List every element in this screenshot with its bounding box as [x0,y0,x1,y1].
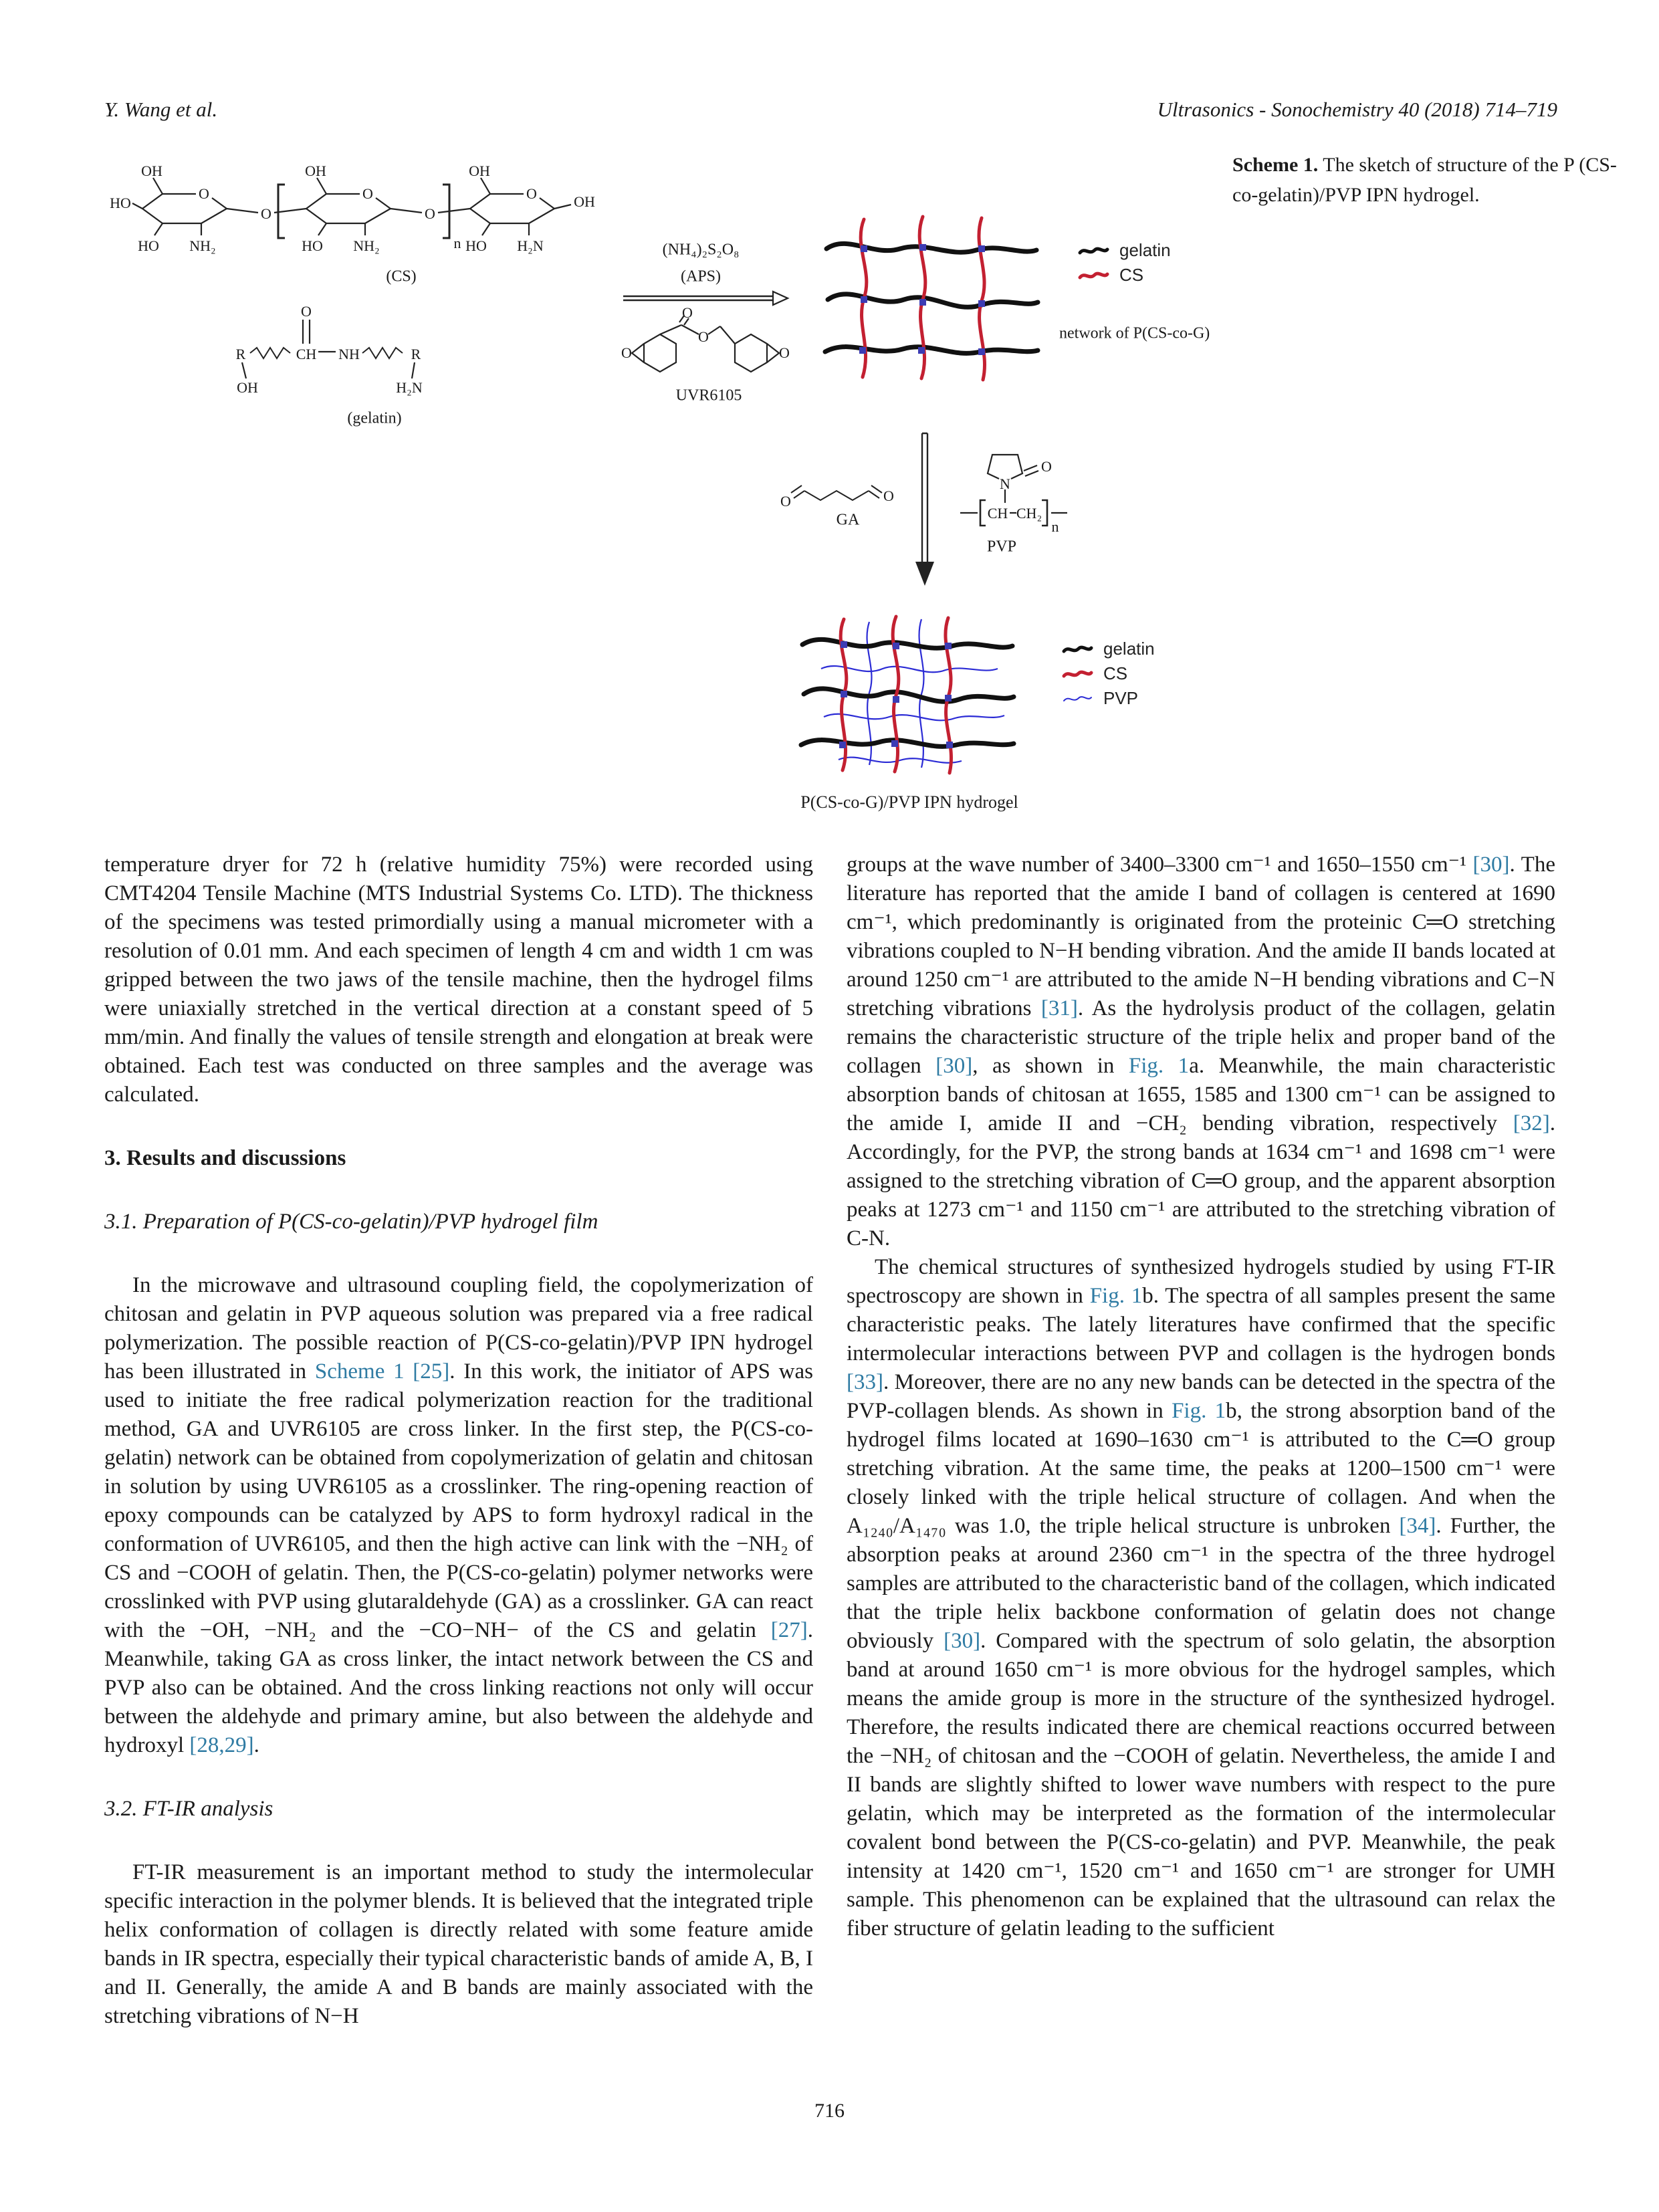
legend-row [1062,686,1155,711]
ga-label: GA [836,511,860,529]
atom-label: OH [574,193,595,210]
pvp-label: PVP [986,538,1017,556]
gelatin-label: (gelatin) [347,409,402,427]
atom-label: HO [302,237,323,254]
atom-label: OH [305,162,326,179]
network1-label: network of P(CS-co-G) [1059,324,1210,342]
citation-link[interactable]: Fig. 1 [1128,1054,1190,1078]
network2-legend [1062,637,1155,711]
reaction-arrow-down-icon [911,432,938,589]
uvr6105-structure [612,306,819,386]
network-pcscog-icon [821,214,1042,381]
atom-label: HO [465,237,487,254]
cs-wave-icon [1062,668,1093,680]
header-authors: Y. Wang et al. [104,98,218,121]
page-number: 716 [814,2100,845,2122]
atom-label: R [235,346,246,362]
legend-label: gelatin [1103,639,1155,659]
cs-wave-icon [1078,269,1109,282]
atom-label: OH [237,379,258,396]
atom-label: O [362,185,373,202]
uvr6105-label: UVR6105 [675,386,742,405]
citation-link[interactable]: [28,29] [189,1733,254,1757]
network1-legend [1078,238,1171,288]
atom-label: CH₂ [1016,505,1042,522]
gelatin-wave-icon [1062,643,1093,655]
reaction-arrow-right-icon [622,290,789,308]
citation-link[interactable]: Scheme 1 [25] [314,1359,450,1384]
network-ipn-hydrogel-icon [797,613,1018,776]
aps-label: (APS) [680,267,722,286]
paragraph: groups at the wave number of 3400–3300 cm⁻¹ and 1650–1550 cm⁻¹ [30]. The literature has reported that the amide I band of collagen is centered at 1690 cm⁻¹, which predominantly is originated from the proteinic C═O stretching vibrations coupled to N−H bending vibration. And the amide II bands located at around 1250 cm⁻¹ are attributed to the amide N−H bending vibrations and C−N stretching vibrations [31]. As the hydrolysis product of the collagen, gelatin remains the characteristic structure of the triple helix and proper band of the collagen [30], as shown in Fig. 1a. Meanwhile, the main characteristic absorption bands of chitosan at 1655, 1585 and 1300 cm⁻¹ can be assigned to the amide I, amide II and −CH₂ bending vibration, respectively [32]. Accordingly, for the PVP, the strong bands at 1634 cm⁻¹ and 1698 cm⁻¹ were assigned to the stretching vibration of C═O group, and the apparent absorption peaks at 1273 cm⁻¹ and 1150 cm⁻¹ are attributed to the stretching vibration of C-N. [847,853,1555,1250]
citation-link[interactable]: [30] [935,1054,973,1078]
citation-link[interactable]: [31] [1040,996,1078,1020]
atom-label: n [453,235,461,251]
ga-bonds-icon [779,472,916,512]
citation-link[interactable]: Fig. 1 [1089,1284,1143,1308]
atom-label: n [1051,518,1059,535]
paragraph: In the microwave and ultrasound coupling field, the copolymerization of chitosan and gelatin in PVP aqueous solution was prepared via a free radical polymerization. The possible reaction of P(CS-co-gelatin)/PVP IPN hydrogel has been illustrated in Scheme 1 [25]. In this work, the initiator of APS was used to initiate the free radical polymerization reaction for the traditional method, GA and UVR6105 are cross linker. In the first step, the P(CS-co-gelatin) network can be obtained from copolymerization of gelatin and chitosan in solution by using UVR6105 as a crosslinker. The ring-opening reaction of epoxy compounds can be catalyzed by APS to form hydroxyl radical in the conformation of UVR6105, and then the high active can link with the −NH₂ of CS and −COOH of gelatin. Then, the P(CS-co-gelatin) polymer networks were crosslinked with PVP using glutaraldehyde (GA) as a crosslinker. GA can react with the −OH, −NH₂ and the −CO−NH− of the CS and gelatin [27]. Meanwhile, taking GA as cross linker, the intact network between the CS and PVP also can be obtained. And the cross linking reactions not only will occur between the aldehyde and primary amine, but also between the aldehyde and hydroxyl [28,29]. [104,1273,813,1757]
atom-label: H₂N [396,379,423,396]
legend-label: PVP [1103,688,1139,708]
citation-link[interactable]: [32] [1513,1111,1550,1135]
atom-label: HO [138,237,159,254]
legend-row [1062,661,1155,686]
citation-link[interactable]: [34] [1399,1514,1436,1538]
gelatin-bonds-icon [227,302,508,396]
text-column-right [847,851,1555,1943]
citation-link[interactable]: [30] [944,1629,981,1653]
atom-label: O [301,303,312,320]
atom-label: HO [110,195,131,211]
legend-row [1078,238,1171,263]
paragraph: temperature dryer for 72 h (relative humidity 75%) were recorded using CMT4204 Tensile Machine (MTS Industrial Systems Co. LTD). The thickness of the specimens was tested primordially using a manual micrometer with a resolution of 0.01 mm. And each specimen of length 4 cm and width 1 cm was gripped between the two jaws of the tensile machine, then the hydrogel films were uniaxially stretched in the vertical direction at a constant speed of 5 mm/min. And finally the values of tensile strength and elongation at break were obtained. Each test was conducted on three samples and the average was calculated. [104,853,813,1107]
atom-label: NH [338,346,360,362]
text-column-left [104,851,813,2031]
atom-label: O [199,185,209,202]
atom-label: NH₂ [189,237,216,254]
atom-label: O [1041,458,1052,475]
atom-label: OH [469,162,490,179]
header-journal: Ultrasonics - Sonochemistry 40 (2018) 714–719 [1157,98,1557,121]
scheme-caption-text: The sketch of structure of the P (CS-co-gelatin)/PVP IPN hydrogel. [1232,154,1617,206]
ipn-hydrogel-label: P(CS-co-G)/PVP IPN hydrogel [800,792,1018,812]
atom-label: O [698,328,709,345]
atom-label: O [682,304,693,321]
atom-label: NH₂ [353,237,380,254]
atom-label: N [1000,475,1010,492]
legend-label: gelatin [1119,240,1171,260]
gelatin-wave-icon [1078,245,1109,257]
citation-link[interactable]: [30] [1472,853,1510,877]
atom-label: O [780,493,791,510]
atom-label: O [883,487,894,504]
scheme-caption-label: Scheme 1. [1232,154,1319,176]
pvp-wave-icon [1062,693,1093,705]
citation-link[interactable]: [27] [770,1618,808,1642]
atom-label: OH [141,162,162,179]
chitosan-structure [106,155,641,269]
atom-label: O [425,205,435,222]
section-heading: 3. Results and discussions [104,1146,346,1170]
legend-label: CS [1103,663,1128,683]
aps-formula-label: (NH₄)₂S₂O₈ [662,241,740,259]
chitosan-label: (CS) [386,267,417,286]
legend-label: CS [1119,265,1144,285]
legend-row [1078,263,1171,288]
paragraph: The chemical structures of synthesized hydrogels studied by using FT-IR spectroscopy are shown in Fig. 1b. The spectra of all samples present the same characteristic peaks. The lately literatures have confirmed that the specific intermolecular interactions between PVP and collagen is the hydrogen bonds [33]. Moreover, there are no any new bands can be detected in the spectra of the PVP-collagen blends. As shown in Fig. 1b, the strong absorption band of the hydrogel films located at 1690–1630 cm⁻¹ is attributed to the C═O group stretching vibration. At the same time, the peaks at 1200–1500 cm⁻¹ were closely linked with the triple helical structure of collagen. And when the A₁₂₄₀/A₁₄₇₀ was 1.0, the triple helical structure is unbroken [34]. Further, the absorption peaks at around 2360 cm⁻¹ in the spectra of the three hydrogel samples are attributed to the characteristic band of the collagen, which indicated that the triple helix backbone conformation of gelatin does not change obviously [30]. Compared with the spectrum of solo gelatin, the absorption band at around 1650 cm⁻¹ is more obvious for the hydrogel samples, which means the amide group is more in the structure of the synthesized hydrogel. Therefore, the results indicated there are chemical reactions occurred between the −NH₂ of chitosan and the −COOH of gelatin. Nevertheless, the amide I and II bands are slightly shifted to lower wave numbers with respect to the pure gelatin, which may be interpreted as the formation of the intermolecular covalent bond between the P(CS-co-gelatin) and PVP. Meanwhile, the peak intensity at 1420 cm⁻¹, 1520 cm⁻¹ and 1650 cm⁻¹ are stronger for UMH sample. This phenomenon can be explained that the ultrasound can relax the fiber structure of gelatin leading to the sufficient [847,1255,1555,1941]
ga-structure [779,472,916,512]
atom-label: CH [987,505,1008,522]
subsection-heading: 3.1. Preparation of P(CS-co-gelatin)/PVP hydrogel film [104,1210,598,1234]
pvp-structure [942,441,1069,535]
scheme-caption [1232,150,1624,210]
legend-row [1062,637,1155,661]
paragraph: FT-IR measurement is an important method to study the intermolecular specific interaction in the polymer blends. It is believed that the integrated triple helix conformation of collagen is directly related with some feature amide bands in IR spectra, especially their typical characteristic bands of amide A, B, I and II. Generally, the amide A and B bands are mainly associated with the stretching vibrations of N−H [104,1860,813,2028]
atom-label: O [779,344,790,361]
citation-link[interactable]: [33] [847,1370,883,1394]
subsection-heading: 3.2. FT-IR analysis [104,1797,273,1821]
atom-label: O [526,185,537,202]
atom-label: O [261,205,271,222]
citation-link[interactable]: Fig. 1 [1172,1399,1226,1423]
gelatin-structure [227,302,508,396]
atom-label: CH [296,346,317,362]
atom-label: H₂N [517,237,544,254]
atom-label: R [411,346,421,362]
atom-label: O [621,344,632,361]
